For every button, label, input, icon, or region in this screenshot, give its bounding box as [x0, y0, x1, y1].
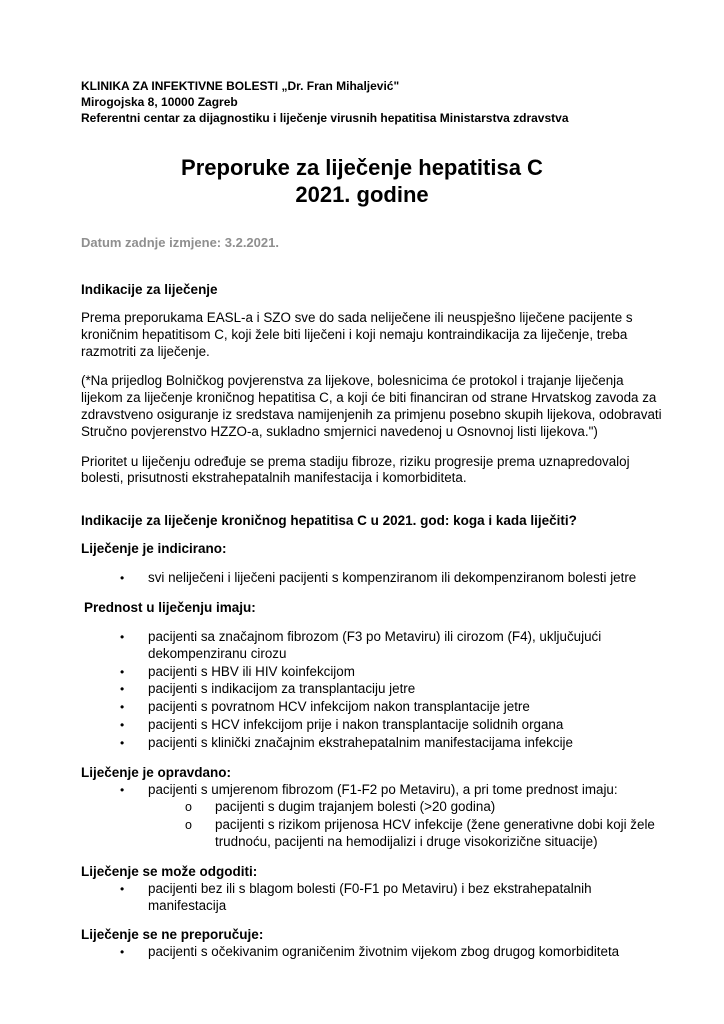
list-item-text: pacijenti s indikacijom za transplantaciju jetre	[148, 681, 416, 697]
list-item-text: svi neliječeni i liječeni pacijenti s kompenziranom ili dekompenziranom bolesti jetre	[148, 570, 637, 586]
sub-list-item	[81, 799, 668, 816]
bullet-icon: •	[120, 682, 125, 697]
list-ne-preporucuje	[81, 944, 668, 961]
sub-list-item-text: pacijenti s dugim trajanjem bolesti (>20 godina)	[215, 799, 496, 815]
list-item	[81, 699, 668, 716]
list-prednost	[81, 629, 668, 752]
bullet-icon: •	[120, 735, 125, 750]
list-odgoditi	[81, 881, 668, 915]
list-item	[81, 570, 668, 587]
heading-indikacije-2021: Indikacije za liječenje kroničnog hepatitisa C u 2021. god: koga i kada liječiti?	[81, 513, 577, 529]
document-title-line2: 2021. godine	[295, 182, 429, 207]
document-title	[0, 154, 724, 208]
list-item-text: pacijenti bez ili s blagom bolesti (F0-F1 po Metaviru) i bez ekstrahepatalnih manifestacija	[148, 880, 592, 913]
list-indicirano	[81, 570, 668, 587]
document-title-line1: Preporuke za liječenje hepatitisa C	[181, 155, 543, 180]
bullet-icon: •	[120, 782, 125, 797]
sub-list-item	[81, 817, 668, 851]
heading-indicirano: Liječenje je indicirano:	[81, 541, 227, 557]
list-item-text: pacijenti s HCV infekcijom prije i nakon transplantacije solidnih organa	[148, 716, 564, 732]
list-item	[81, 881, 668, 915]
paragraph-prioritet: Prioritet u liječenju određuje se prema stadiju fibroze, riziku progresije prema uznapredovaloj bolesti, prisutnosti ekstrahepatalnih manifestacija i komorbiditeta.	[81, 453, 630, 486]
list-item	[81, 717, 668, 734]
letterhead	[81, 78, 668, 126]
list-item-text: pacijenti s očekivanim ograničenim životnim vijekom zbog drugog komorbiditeta	[148, 944, 620, 960]
list-item-text: pacijenti s povratnom HCV infekcijom nakon transplantacije jetre	[148, 699, 530, 715]
list-item	[81, 681, 668, 698]
list-item	[81, 629, 668, 663]
letterhead-reference-center: Referentni centar za dijagnostiku i liječenje virusnih hepatitisa Ministarstva zdravstva	[81, 111, 569, 125]
list-item-text: pacijenti s umjerenom fibrozom (F1-F2 po Metaviru), a pri tome prednost imaju:	[148, 781, 618, 797]
list-opravdano	[81, 782, 668, 851]
list-item-text: pacijenti sa značajnom fibrozom (F3 po Metaviru) ili cirozom (F4), uključujući dekompenziranu cirozu	[148, 628, 602, 661]
heading-odgoditi: Liječenje se može odgoditi:	[81, 863, 258, 879]
circle-bullet-icon: o	[185, 818, 192, 833]
bullet-icon: •	[120, 664, 125, 679]
bullet-icon: •	[120, 717, 125, 732]
list-item-text: pacijenti s klinički značajnim ekstrahepatalnim manifestacijama infekcije	[148, 734, 573, 750]
bullet-icon: •	[120, 700, 125, 715]
last-modified-date: Datum zadnje izmjene: 3.2.2021.	[81, 235, 279, 250]
heading-opravdano: Liječenje je opravdano:	[81, 764, 232, 780]
list-item	[81, 735, 668, 752]
letterhead-address: Mirogojska 8, 10000 Zagreb	[81, 95, 238, 109]
heading-prednost: Prednost u liječenju imaju:	[84, 599, 256, 615]
list-item	[81, 782, 668, 799]
bullet-icon: •	[120, 881, 125, 896]
list-item	[81, 664, 668, 681]
letterhead-clinic-name: KLINIKA ZA INFEKTIVNE BOLESTI „Dr. Fran Mihaljević"	[81, 79, 400, 93]
circle-bullet-icon: o	[185, 800, 192, 815]
heading-ne-preporucuje: Liječenje se ne preporučuje:	[81, 927, 264, 943]
bullet-icon: •	[120, 945, 125, 960]
heading-indikacije: Indikacije za liječenje	[81, 282, 218, 297]
bullet-icon: •	[120, 571, 125, 586]
paragraph-easl: Prema preporukama EASL-a i SZO sve do sada neliječene ili neuspješno liječene pacijente s kroničnim hepatitisom C, koji žele biti liječeni i koji nemaju kontraindikacija za liječenje, treba razmotriti za liječenje.	[81, 310, 633, 359]
bullet-icon: •	[120, 629, 125, 644]
list-item-text: pacijenti s HBV ili HIV koinfekcijom	[148, 663, 355, 679]
list-item	[81, 944, 668, 961]
sub-list-item-text: pacijenti s rizikom prijenosa HCV infekcije (žene generativne dobi koji žele trudnoću, pacijenti na hemodijalizi i druge visokorizične situacije)	[215, 817, 655, 849]
paragraph-hzzo-note: (*Na prijedlog Bolničkog povjerenstva za lijekove, bolesnicima će protokol i trajanje liječenja lijekom za liječenje kroničnog hepatitisa C, a koji će biti financiran od strane Hrvatskog zavoda za zdravstveno osiguranje iz sredstava namijenjenih za primjenu posebno skupih lijekova, odobravati Stručno povjerenstvo HZZO-a, sukladno smjernici navedenoj u Osnovnoj listi lijekova.")	[81, 373, 662, 439]
